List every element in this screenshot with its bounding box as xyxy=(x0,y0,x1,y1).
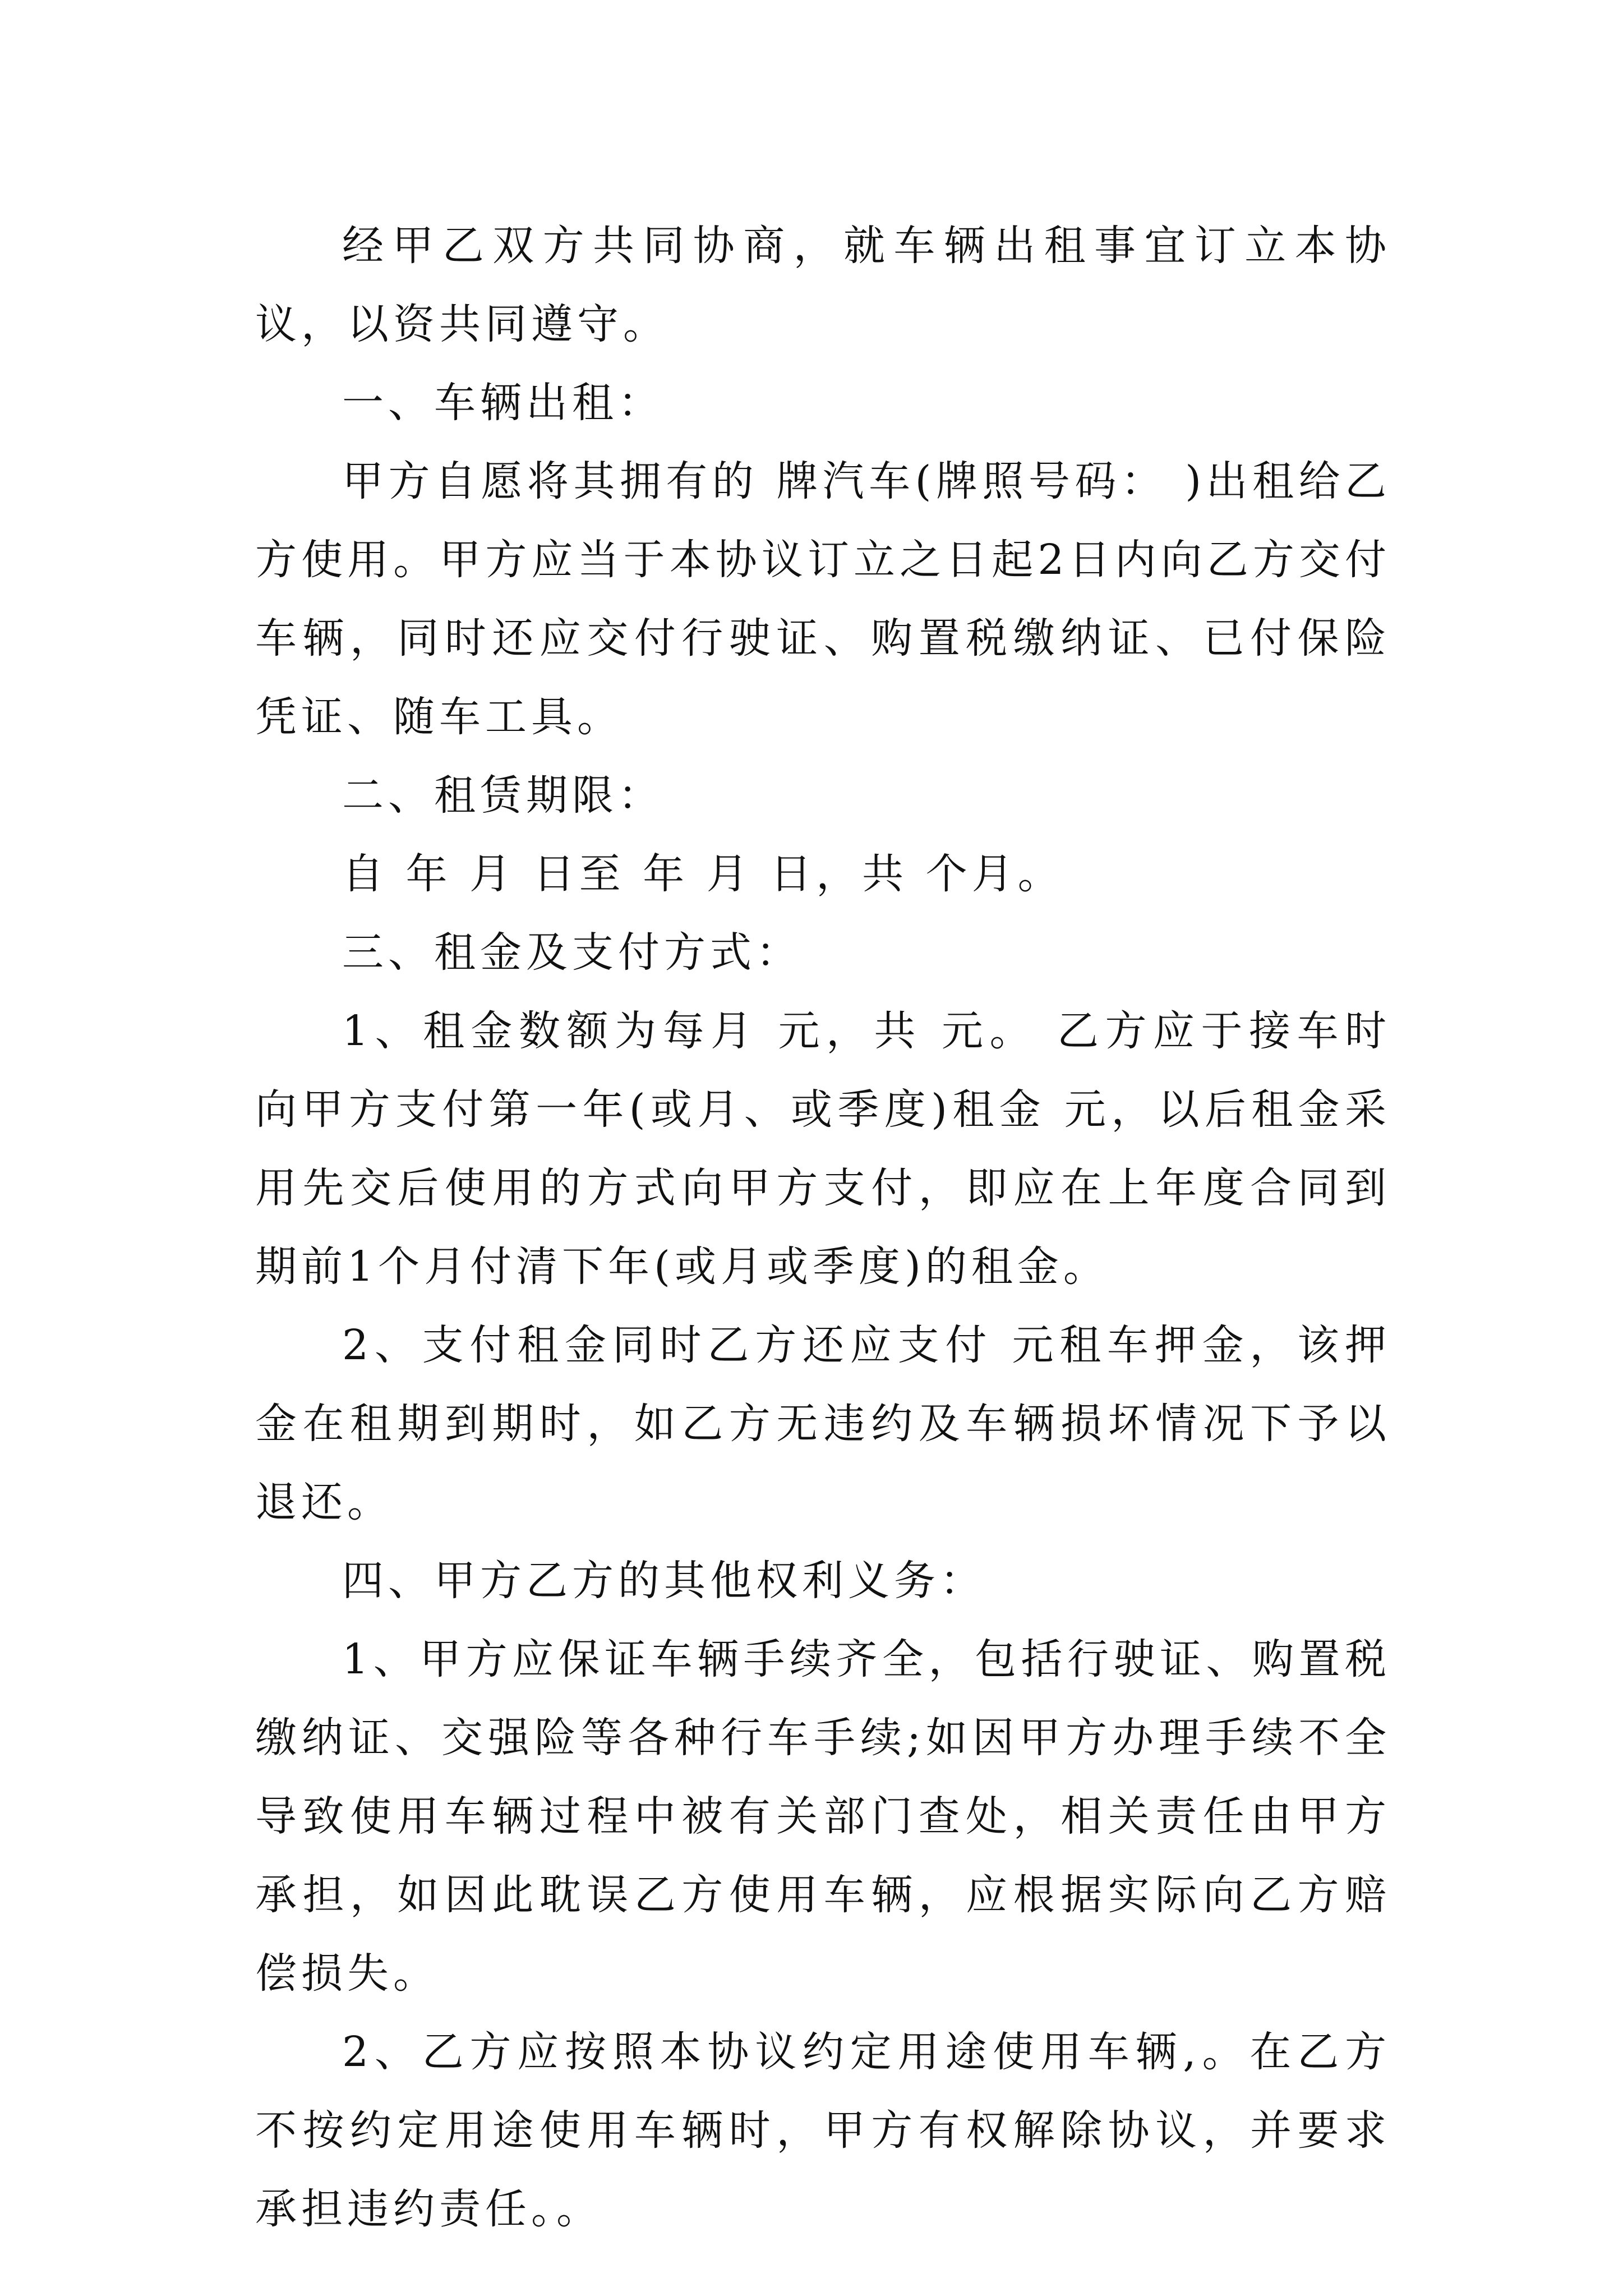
lease-term-paragraph: 自 年 月 日至 年 月 日，共 个月。 xyxy=(342,850,1064,898)
section-heading-rights-obligations: 四、甲方乙方的其他权利义务： xyxy=(342,1557,986,1605)
section-heading-vehicle-rental: 一、车辆出租： xyxy=(342,379,664,427)
rights-obligations-clause-1: 1、甲方应保证车辆手续齐全，包括行驶证、购置税缴纳证、交强险等各种行车手续;如因甲方办理手续不全导致使用车辆过程中被有关部门查处，相关责任由甲方承担，如因此耽误乙方使用车辆，应根据实际向乙方赔偿损失。 xyxy=(255,1635,1391,1998)
document-page xyxy=(255,206,1391,2248)
section-heading-rent-payment: 三、租金及支付方式： xyxy=(342,928,802,977)
vehicle-rental-paragraph: 甲方自愿将其拥有的 牌汽车(牌照号码： )出租给乙方使用。甲方应当于本协议订立之日起2日内向乙方交付车辆，同时还应交付行驶证、购置税缴纳证、已付保险凭证、随车工具。 xyxy=(255,457,1391,741)
intro-paragraph: 经甲乙双方共同协商，就车辆出租事宜订立本协议，以资共同遵守。 xyxy=(255,222,1391,348)
section-heading-lease-term: 二、租赁期限： xyxy=(342,771,664,820)
rent-payment-clause-1: 1、租金数额为每月 元，共 元。 乙方应于接车时向甲方支付第一年(或月、或季度)租金 元，以后租金采用先交后使用的方式向甲方支付，即应在上年度合同到期前1个月付清下年(或月或季度)的租金。 xyxy=(255,1007,1391,1291)
rent-payment-clause-2: 2、支付租金同时乙方还应支付 元租车押金，该押金在租期到期时，如乙方无违约及车辆损坏情况下予以退还。 xyxy=(255,1321,1391,1526)
rights-obligations-clause-2: 2、乙方应按照本协议约定用途使用车辆,。在乙方不按约定用途使用车辆时，甲方有权解除协议，并要求承担违约责任。。 xyxy=(255,2028,1391,2233)
